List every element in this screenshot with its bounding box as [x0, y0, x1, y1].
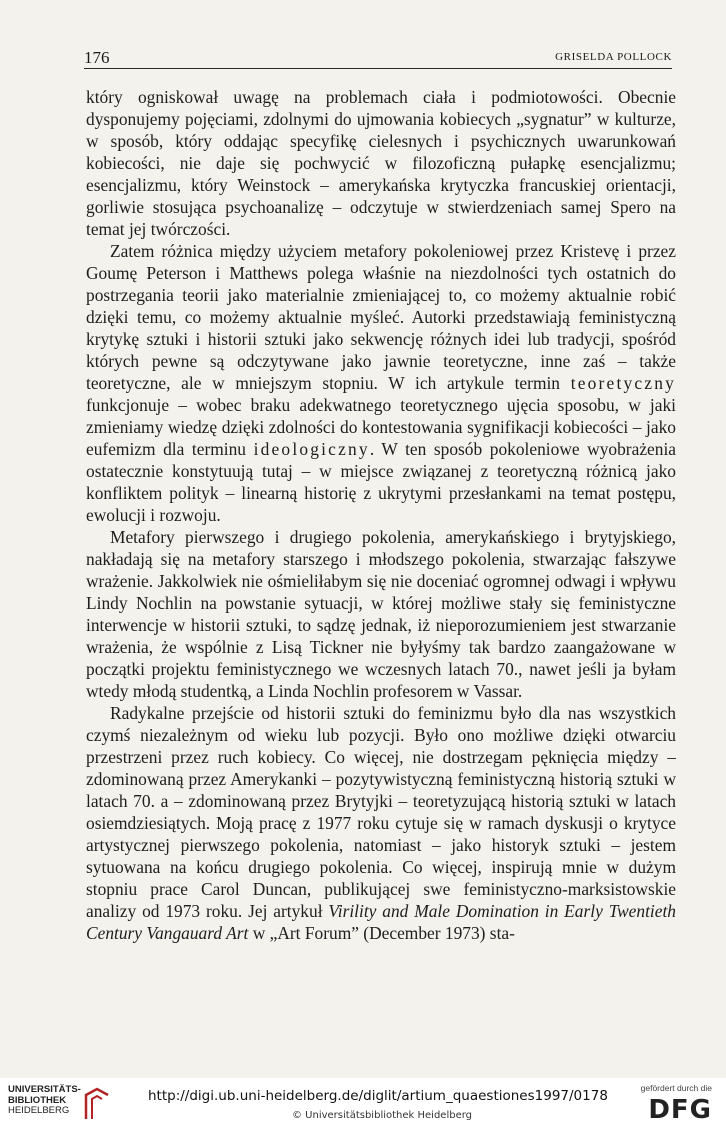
paragraph-2-part-c: . W ten sposób pokoleniowe wyobrażenia ostatecznie konstytuują tutaj – w miejsce związanej z teoretyczną różnicą jako konfliktem polityk – linearną historię z ukrytymi przesłankami na temat postępu, ewolucji i rozwoju.: [86, 439, 677, 525]
dfg-caption: gefördert durch die: [640, 1083, 712, 1093]
footer-bar: [0, 1078, 726, 1130]
paragraph-4-part-a: Radykalne przejście od historii sztuki do feminizmu było dla nas wszystkich czymś niezależnym od wieku lub pozycji. Było ono możliwe dzięki otwarciu przestrzeni przez ruch kobiecy. Co więcej, nie dostrzegam pęknięcia między – zdominowaną przez Amerykanki – pozytywistyczną feministyczną historią sztuki w latach 70. a – zdominowaną przez Brytyjki – teoretyzującą historią sztuki w latach osiemdziesiątych. Moją pracę z 1977 roku cytuje się w ramach dyskusji o krytyce artystycznej pierwszego pokolenia, natomiast – jako historyk sztuki – jestem sytuowana na końcu drugiego pokolenia. Co więcej, inspirują mnie w dużym stopniu prace Carol Duncan, publikującej swe feministyczno-marksistowskie analizy od 1973 roku. Jej artykuł: [86, 703, 676, 921]
library-name-line2: BIBLIOTHEK: [8, 1094, 67, 1106]
dfg-logo-text: DFG: [648, 1095, 712, 1125]
library-name-line3: HEIDELBERG: [8, 1105, 70, 1116]
paragraph-2: [86, 240, 676, 526]
library-mark-icon: [84, 1087, 110, 1121]
dfg-funding-logo[interactable]: [622, 1083, 712, 1127]
paragraph-2-part-b: funkcjonuje – wobec braku adekwatnego teoretycznego ujęcia sposobu, w jaki zmieniamy wiedzę dzięki zdolności do kontestowania sygnifikacji kobiecości – jako eufemizm dla terminu: [86, 395, 676, 459]
library-name-line1: UNIVERSITÄTS-: [8, 1084, 81, 1095]
running-head: GRISELDA POLLOCK: [555, 51, 672, 63]
term-ideologiczny: ideologiczny: [253, 439, 370, 459]
term-teoretyczny: teoretyczny: [570, 373, 676, 393]
copyright-notice: © Universitätsbibliothek Heidelberg: [292, 1110, 473, 1121]
page-header: [84, 44, 672, 69]
source-url-link[interactable]: http://digi.ub.uni-heidelberg.de/diglit/artium_quaestiones1997/0178: [148, 1088, 608, 1104]
paragraph-4-part-b: w „Art Forum” (December 1973) sta-: [252, 923, 515, 943]
paragraph-4: [86, 702, 676, 944]
paragraph-1: który ogniskował uwagę na problemach ciała i podmiotowości. Obecnie dysponujemy pojęciami, zdolnymi do ujmowania kobiecych „sygnatur” w kulturze, w sposób, który oddając specyfikę cielesnych i psychicznych uwarunkowań kobiecości, nie daje się pochwycić w filozoficzną pułapkę esencjalizmu; esencjalizmu, który Weinstock – amerykańska krytyczka francuskiej orientacji, gorliwie stosująca psychoanalizę – odczytuje w stwierdzeniach samej Spero na temat jej twórczości.: [86, 87, 676, 239]
library-logo[interactable]: [8, 1085, 128, 1125]
paragraph-3: Metafory pierwszego i drugiego pokolenia, amerykańskiego i brytyjskiego, nakładają się na metafory starszego i młodszego pokolenia, stwarzając fałszywe wrażenie. Jakkolwiek nie ośmieliłabym się nie doceniać ogromnej odwagi i wpływu Lindy Nochlin na powstanie sytuacji, w której możliwe stały się feministyczne interwencje w historii sztuki, to sądzę jednak, iż nieporozumieniem jest stwarzanie wrażenia, że wspólnie z Lisą Tickner nie byłyśmy tak bardzo zaangażowane w początki projektu feministycznego we wczesnych latach 70., nawet jeśli ja byłam wtedy młodą studentką, a Linda Nochlin profesorem w Vassar.: [86, 527, 676, 701]
page-number: 176: [84, 48, 110, 67]
article-title: Virility and Male Domination in Early Twentieth Century Vangauard Art: [86, 901, 676, 943]
body-text: [86, 86, 676, 944]
paragraph-2-part-a: Zatem różnica między użyciem metafory pokoleniowej przez Kristevę i przez Goumę Peterson i Matthews polega właśnie na niezdolności tych ostatnich do postrzegania teorii jako materialnie zmieniającej to, co możemy aktualnie robić dzięki temu, co możemy aktualnie myśleć. Autorki przedstawiają feministyczną krytykę sztuki i historii sztuki jako sekwencję różnych idei lub tradycji, spośród których pewne są odczytywane jako jawnie teoretyczne, inne zaś – także teoretyczne, ale w mniejszym stopniu. W ich artykule termin: [86, 241, 676, 393]
